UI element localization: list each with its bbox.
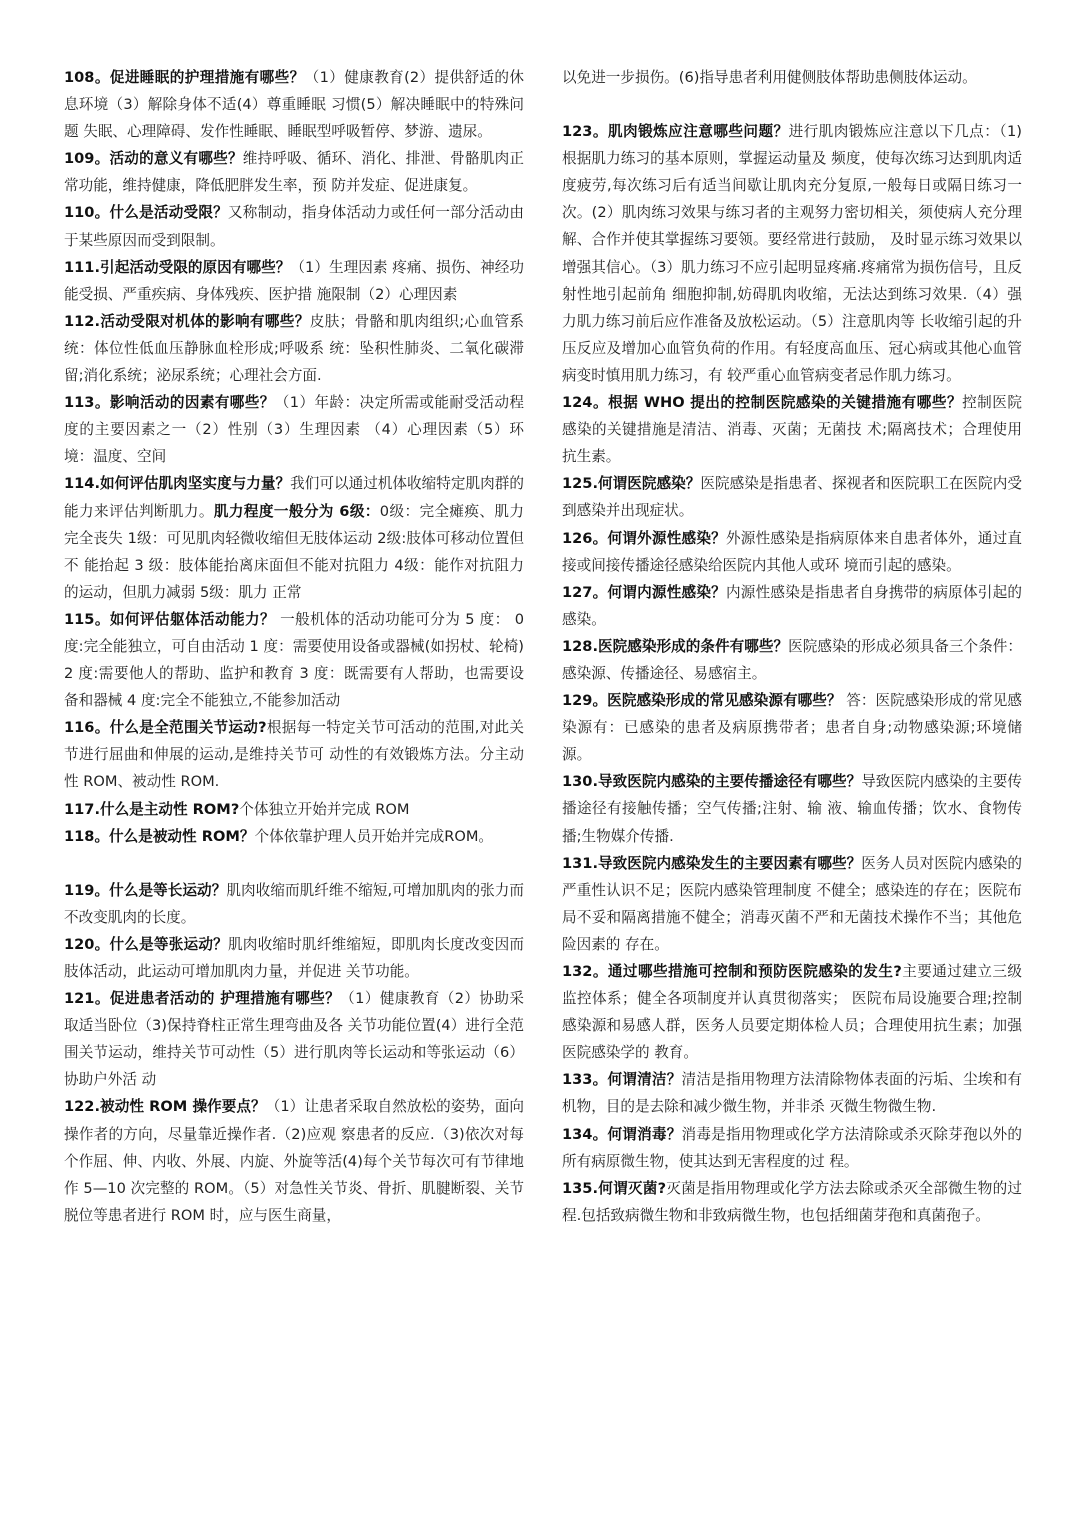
- question-text: 108。促进睡眠的护理措施有哪些？: [64, 69, 305, 86]
- right-column: [562, 64, 1022, 1527]
- answer-text: （1）健康教育（2）协助采取适当卧位（3)保持脊柱正常生理弯曲及各 关节功能位置(4）进行全范围关节运动，维持关节可动性（5）进行肌肉等长运动和等张运动（6）协助户外活 动: [64, 990, 524, 1089]
- qa-item: [64, 254, 524, 308]
- answer-text: 医务人员对医院内感染的严重性认识不足；医院内感染管理制度 不健全；感染连的存在；医院布局不妥和隔离措施不健全；消毒灭菌不严和无菌技术操作不当；其他危险因素的 存在。: [562, 854, 1022, 953]
- qa-item: [562, 850, 1022, 958]
- question-text: 130.导致医院内感染的主要传播途径有哪些？: [562, 773, 862, 791]
- answer-text: 医院感染的形成必须具备三个条件：感染源、传播途径、易感宿主。: [562, 637, 1022, 682]
- qa-item: [562, 470, 1022, 524]
- question-text: 120。什么是等张运动？: [64, 935, 228, 953]
- question-text: 118。什么是被动性 ROM？: [64, 827, 255, 845]
- qa-item: [562, 687, 1022, 768]
- question-text: 122.被动性 ROM 操作要点？: [64, 1098, 266, 1116]
- question-text: 135.何谓灭菌?: [562, 1179, 667, 1197]
- blank-line: [64, 850, 524, 877]
- question-text: 119。什么是等长运动？: [64, 881, 227, 899]
- qa-item: [562, 579, 1022, 633]
- qa-item: [562, 768, 1022, 849]
- question-text: 116。什么是全范围关节运动?: [64, 719, 267, 737]
- answer-text: 0级：完全瘫痪、肌力完全丧失 1级：可见肌肉轻微收缩但无肢体运动 2级:肢体可移动位置但不 能抬起 3 级：肢体能抬离床面但不能对抗阻力 4级：能作对抗阻力的运动，但肌力减弱 5级：肌力 正常: [64, 502, 524, 601]
- left-column: [64, 64, 524, 1527]
- answer-text: 答：医院感染形成的常见感染源有：已感染的患者及病原携带者；患者自身;动物感染源;环境储源。: [562, 692, 1022, 764]
- answer-text: 根据每一特定关节可活动的范围,对此关节进行屈曲和伸展的运动,是维持关节可 动性的有效锻炼方法。分主动性 ROM、被动性 ROM.: [64, 719, 525, 791]
- question-text: 134。何谓消毒？: [562, 1125, 682, 1143]
- qa-item: [64, 199, 524, 253]
- question-text: 肌力程度一般分为 6级：: [213, 502, 380, 520]
- answer-text: 进行肌肉锻炼应注意以下几点：（1)根据肌力练习的基本原则，掌握运动量及 频度，使每次练习达到肌肉适度疲劳,每次练习后有适当间歇让肌肉充分复原,一般每日或隔日练习一次。(2）肌肉练习效果与练习者的主观努力密切相关，须使病人充分理解、合作并使其掌握练习要领。要经常进行鼓励， 及时显示练习效果以增强其信心。（3）肌力练习不应引起明显疼痛.疼痛常为损伤信号，且反射性地引起前角 细胞抑制,妨碍肌肉收缩，无法达到练习效果.（4）强力肌力练习前后应作准备及放松运动。（5）注意肌肉等 长收缩引起的升压反应及增加心血管负荷的作用。有轻度高血压、冠心病或其他心血管病变时慎用肌力练习，有 较严重心血管病变者忌作肌力练习。: [562, 123, 1023, 384]
- qa-item: [64, 606, 524, 714]
- answer-text: （1）生理因素 疼痛、损伤、神经功能受损、严重疾病、身体残疾、医护措 施限制（2）心理因素: [64, 258, 524, 303]
- blank-line: [562, 91, 1022, 118]
- answer-text: （1）年龄：决定所需或能耐受活动程度的主要因素之一（2）性别（3）生理因素 （4）心理因素（5）环境：温度、空间: [64, 394, 524, 466]
- qa-item: [64, 985, 524, 1093]
- qa-item: [64, 823, 524, 850]
- answer-text: 肌肉收缩时肌纤维缩短，即肌肉长度改变因而肢体活动，此运动可增加肌肉力量，并促进 关节功能。: [64, 935, 524, 980]
- answer-text: 又称制动，指身体活动力或任何一部分活动由于某些原因而受到限制。: [64, 204, 524, 249]
- qa-item: [64, 931, 524, 985]
- qa-item: [64, 470, 524, 605]
- question-text: 114.如何评估肌肉坚实度与力量？: [64, 475, 291, 493]
- answer-text: 消毒是指用物理或化学方法清除或杀灭除芽孢以外的所有病原微生物，使其达到无害程度的过 程。: [562, 1125, 1022, 1170]
- question-text: 117.什么是主动性 ROM?: [64, 800, 240, 818]
- qa-item: [64, 796, 524, 823]
- qa-item: [562, 64, 1022, 91]
- answer-text: 个体独立开始并完成 ROM: [239, 800, 410, 818]
- question-text: 124。根据 WHO 提出的控制医院感染的关键措施有哪些？: [562, 394, 963, 412]
- question-text: 132。通过哪些措施可控制和预防医院感染的发生?: [562, 963, 902, 980]
- qa-item: [64, 64, 524, 145]
- answer-text: 医院感染是指患者、探视者和医院职工在医院内受到感染并出现症状。: [562, 475, 1022, 520]
- answer-text: 肌肉收缩而肌纤维不缩短,可增加肌肉的张力而不改变肌肉的长度。: [64, 881, 524, 926]
- answer-text: 灭菌是指用物理或化学方法去除或杀灭全部微生物的过程.包括致病微生物和非致病微生物，也包括细菌芽孢和真菌孢子。: [562, 1179, 1022, 1224]
- answer-text: 以免进一步损伤。(6)指导患者利用健侧肢体帮助患侧肢体运动。: [562, 69, 977, 86]
- qa-item: [64, 308, 524, 389]
- qa-item: [64, 714, 524, 795]
- answer-text: 皮肤；骨骼和肌肉组织;心血管系统：体位性低血压静脉血栓形成;呼吸系 统：坠积性肺炎、二氧化碳滞留;消化系统；泌尿系统；心理社会方面.: [64, 312, 525, 385]
- question-text: 127。何谓内源性感染？: [562, 583, 726, 601]
- question-text: 113。影响活动的因素有哪些？: [64, 394, 275, 412]
- answer-text: 清洁是指用物理方法清除物体表面的污垢、尘埃和有机物，目的是去除和减少微生物，并非杀 灭微生物微生物.: [562, 1071, 1022, 1116]
- qa-item: [562, 633, 1022, 687]
- question-text: 126。何谓外源性感染？: [562, 529, 726, 547]
- qa-item: [64, 145, 524, 199]
- question-text: 121。促进患者活动的 护理措施有哪些？: [64, 990, 341, 1008]
- answer-text: 一般机体的活动功能可分为 5 度： 0 度:完全能独立，可自由活动 1 度：需要使用设备或器械(如拐杖、轮椅) 2 度:需要他人的帮助、监护和教育 3 度：既需要有人帮助，也需要设备和器械 4 度:完全不能独立,不能参加活动: [64, 610, 524, 710]
- answer-text: 导致医院内感染的主要传播途径有接触传播；空气传播;注射、输 液、输血传播；饮水、食物传播;生物媒介传播.: [562, 773, 1022, 845]
- answer-text: 个体依靠护理人员开始并完成ROM。: [254, 827, 494, 845]
- qa-item: [562, 1066, 1022, 1120]
- question-text: 125.何谓医院感染？: [562, 475, 701, 493]
- answer-text: （1）健康教育(2）提供舒适的休息环境（3）解除身体不适(4）尊重睡眠 习惯(5）解决睡眠中的特殊问题 失眠、心理障碍、发作性睡眠、睡眠型呼吸暂停、梦游、遗尿。: [64, 69, 525, 141]
- qa-item: [562, 1121, 1022, 1175]
- qa-item: [562, 525, 1022, 579]
- qa-item: [64, 1093, 524, 1228]
- answer-text: 主要通过建立三级监控体系；健全各项制度并认真贯彻落实； 医院布局设施要合理;控制感染源和易感人群，医务人员要定期体检人员；合理使用抗生素；加强医院感染学的 教育。: [562, 963, 1022, 1062]
- question-text: 112.活动受限对机体的影响有哪些？: [64, 312, 310, 330]
- answer-text: 我们可以通过机体收缩特定肌肉群的能力来评估判断肌力。: [64, 475, 524, 520]
- qa-item: [562, 1175, 1022, 1229]
- qa-item: [64, 389, 524, 470]
- answer-text: 维持呼吸、循环、消化、排泄、骨骼肌肉正常功能，维持健康，降低肥胖发生率，预 防并发症、促进康复。: [64, 150, 524, 195]
- qa-item: [562, 389, 1022, 470]
- qa-item: [562, 118, 1022, 389]
- qa-item: [562, 958, 1022, 1066]
- question-text: 133。何谓清洁？: [562, 1071, 682, 1089]
- question-text: 129。医院感染形成的常见感染源有哪些？: [562, 692, 842, 710]
- question-text: 109。活动的意义有哪些？: [64, 150, 243, 168]
- qa-item: [64, 877, 524, 931]
- question-text: 110。什么是活动受限？: [64, 204, 228, 222]
- question-text: 131.导致医院内感染发生的主要因素有哪些？: [562, 854, 862, 872]
- answer-text: 内源性感染是指患者自身携带的病原体引起的感染。: [562, 583, 1022, 628]
- answer-text: 控制医院感染的关键措施是清洁、消毒、灭菌；无菌技 术;隔离技术；合理使用抗生素。: [562, 394, 1022, 466]
- answer-text: 外源性感染是指病原体来自患者体外，通过直接或间接传播途径感染给医院内其他人或环 境而引起的感染。: [562, 529, 1022, 574]
- question-text: 115。如何评估躯体活动能力？: [64, 610, 276, 628]
- question-text: 123。肌肉锻炼应注意哪些问题？: [562, 123, 789, 141]
- question-text: 128.医院感染形成的条件有哪些？: [562, 637, 789, 655]
- question-text: 111.引起活动受限的原因有哪些？: [64, 258, 291, 276]
- answer-text: （1）让患者采取自然放松的姿势，面向操作者的方向，尽量靠近操作者.（2)应观 察患者的反应.（3)依次对每个作屈、伸、内收、外展、内旋、外旋等活(4)每个关节每次可有节律地作 5—10 次完整的 ROM。（5）对急性关节炎、骨折、肌腱断裂、关节脱位等患者进行 ROM 时，应与医生商量，: [64, 1098, 524, 1224]
